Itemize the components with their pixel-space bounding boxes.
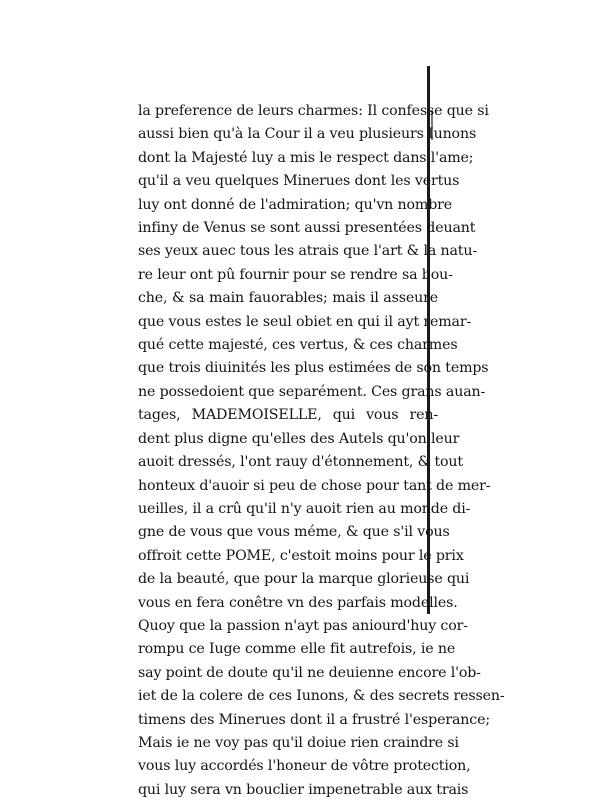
text-line: qu'il a veu quelques Minerues dont les vertus <box>138 173 460 190</box>
text-line: ueilles, il a crû qu'il n'y auoit rien au monde di- <box>138 500 471 517</box>
text-line: que vous estes le seul obiet en qui il ayt remar- <box>138 313 472 330</box>
text-line: dont la Majesté luy a mis le respect dans l'ame; <box>138 149 474 166</box>
text-line: say point de doute qu'il ne deuienne encore l'ob- <box>138 664 481 681</box>
text-line: Mais ie ne voy pas qu'il doiue rien craindre si <box>138 734 459 751</box>
text-line: re leur ont pû fournir pour se rendre sa bou- <box>138 266 453 283</box>
text-line: offroit cette POME, c'estoit moins pour le prix <box>138 547 464 564</box>
text-line: ses yeux auec tous les atrais que l'art & la natu- <box>138 243 477 260</box>
text-line: iet de la colere de ces Iunons, & des secrets ressen- <box>138 688 505 705</box>
text-line: tages, MADEMOISELLE, qui vous ren- <box>138 407 438 424</box>
text-line: rompu ce Iuge comme elle fit autrefois, ie ne <box>138 641 456 658</box>
text-line: vous en fera conêtre vn des parfais modelles. <box>138 594 458 611</box>
text-line: que trois diuinités les plus estimées de son temps <box>138 360 489 377</box>
text-line: vous luy accordés l'honeur de vôtre protection, <box>138 758 471 775</box>
text-line: qui luy sera vn bouclier impenetrable aux trais <box>138 781 469 798</box>
text-line: ne possedoient que separément. Ces grans auan- <box>138 383 486 400</box>
text-line: gne de vous que vous méme, & que s'il vous <box>138 524 450 541</box>
text-line: Quoy que la passion n'ayt pas aniourd'huy cor- <box>138 617 468 634</box>
text-line: luy ont donné de l'admiration; qu'vn nombre <box>138 196 453 213</box>
text-line: che, & sa main fauorables; mais il asseure <box>138 290 438 307</box>
text-line: timens des Minerues dont il a frustré l'esperance; <box>138 711 490 728</box>
text-line: aussi bien qu'à la Cour il a veu plusieurs Iunons <box>138 126 477 143</box>
text-line: auoit dressés, l'ont rauy d'étonnement, & tout <box>138 454 463 471</box>
text-line: dent plus digne qu'elles des Autels qu'on leur <box>138 430 460 447</box>
text-line: infiny de Venus se sont aussi presentées deuant <box>138 220 476 237</box>
text-line: la preference de leurs charmes: Il confesse que si <box>138 103 489 119</box>
text-line: honteux d'auoir si peu de chose pour tant de mer- <box>138 477 491 494</box>
text-line: qué cette majesté, ces vertus, & ces charmes <box>138 337 458 354</box>
text-line: de la beauté, que pour la marque glorieuse qui <box>138 571 470 588</box>
body-text <box>138 100 505 800</box>
